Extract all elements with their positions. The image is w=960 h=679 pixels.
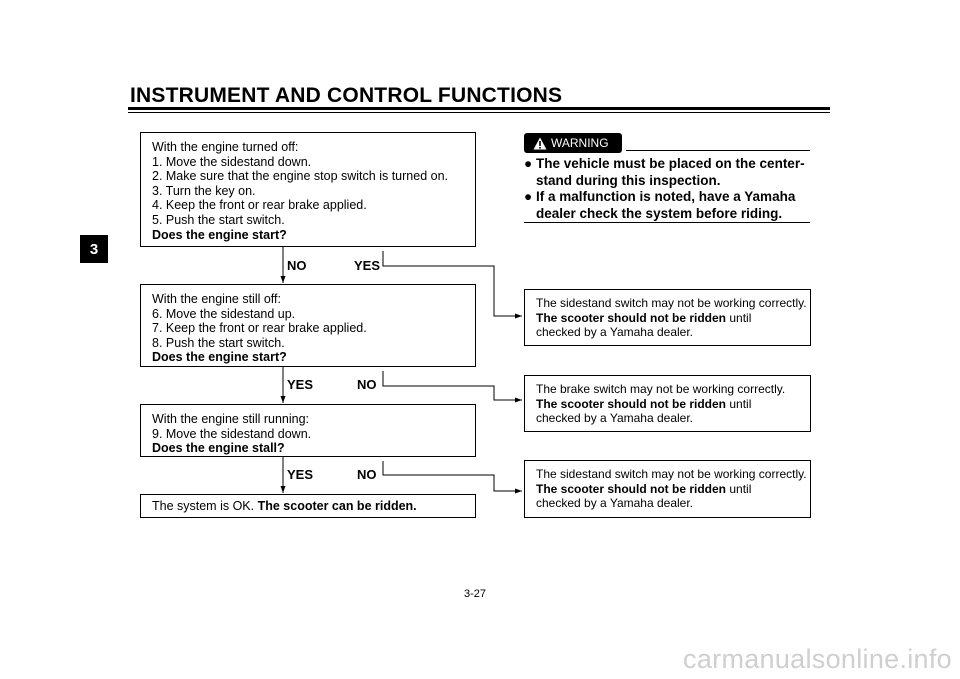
warning-rule-top [626, 150, 810, 151]
result-1-line: checked by a Yamaha dealer. [536, 325, 693, 340]
result-box-3 [524, 460, 811, 518]
step-3-line: With the engine still running: [152, 412, 310, 426]
final-normal-text: The system is OK. [152, 499, 258, 513]
warning-item-1-line2: stand during this inspection. [536, 173, 721, 188]
bullet-icon: ● [524, 189, 533, 204]
result-2-bold: The scooter should not be ridden [536, 396, 727, 411]
result-3-bold: The scooter should not be ridden [536, 481, 727, 496]
warning-item-2-line1: If a malfunction is noted, have a Yamaha [536, 189, 796, 204]
result-3-line: checked by a Yamaha dealer. [536, 496, 693, 511]
result-2-line [536, 397, 799, 412]
result-1-line [536, 311, 799, 326]
step-1-line: With the engine turned off: [152, 140, 299, 154]
result-2-line: The brake switch may not be working correctly. [536, 382, 786, 396]
step-2-line: 7. Keep the front or rear brake applied. [152, 321, 367, 336]
result-2-rest: until [726, 396, 752, 411]
result-1-line: The sidestand switch may not be working correctly. [536, 296, 807, 310]
warning-item-2-line2: dealer check the system before riding. [536, 206, 783, 221]
final-bold-text: The scooter can be ridden. [257, 499, 417, 513]
result-3-line [536, 482, 799, 497]
step-3-line: 9. Move the sidestand down. [152, 426, 312, 441]
branch-label-right-2: NO [357, 377, 377, 392]
step-1-line: 3. Turn the key on. [152, 183, 256, 198]
branch-label-down-1: NO [287, 258, 307, 273]
branch-label-down-2: YES [287, 377, 314, 392]
branch-label-right-1: YES [354, 258, 381, 273]
step-1-line: 2. Make sure that the engine stop switch is turned on. [152, 169, 449, 184]
page-title: INSTRUMENT AND CONTROL FUNCTIONS [130, 84, 563, 107]
warning-item-2 [524, 188, 810, 222]
chapter-tab: 3 [80, 235, 108, 263]
connector-right-2 [383, 371, 522, 400]
step-3-question: Does the engine stall? [152, 441, 285, 456]
step-1-question: Does the engine start? [152, 227, 287, 242]
warning-item-1 [524, 155, 810, 189]
watermark: carmanualsonline.info [683, 644, 952, 674]
warning-label: WARNING [551, 136, 609, 150]
warning-triangle-icon [533, 137, 547, 150]
final-line [152, 499, 464, 514]
result-2-line: checked by a Yamaha dealer. [536, 411, 693, 426]
warning-item-1-line1: The vehicle must be placed on the center- [536, 156, 805, 171]
step-1-line: 1. Move the sidestand down. [152, 154, 312, 169]
step-2-line: With the engine still off: [152, 292, 282, 306]
flow-step-1 [140, 132, 476, 247]
step-1-line: 5. Push the start switch. [152, 212, 285, 227]
result-1-rest: until [726, 310, 752, 325]
result-box-2 [524, 375, 811, 432]
result-3-rest: until [726, 481, 752, 496]
bullet-icon: ● [524, 156, 533, 171]
branch-label-right-3: NO [357, 467, 377, 482]
page-number: 3-27 [464, 588, 487, 600]
step-2-line: 6. Move the sidestand up. [152, 306, 296, 321]
flow-step-3 [140, 404, 476, 457]
result-1-bold: The scooter should not be ridden [536, 310, 727, 325]
step-1-line: 4. Keep the front or rear brake applied. [152, 198, 367, 213]
flow-step-2 [140, 284, 476, 367]
warning-rule-bottom [524, 222, 810, 223]
flow-final [140, 494, 476, 518]
result-box-1 [524, 289, 811, 346]
result-3-line: The sidestand switch may not be working correctly. [536, 467, 807, 481]
warning-badge [524, 133, 622, 153]
step-2-question: Does the engine start? [152, 350, 287, 365]
connector-right-3 [383, 461, 522, 491]
step-2-line: 8. Push the start switch. [152, 335, 285, 350]
branch-label-down-3: YES [287, 467, 314, 482]
